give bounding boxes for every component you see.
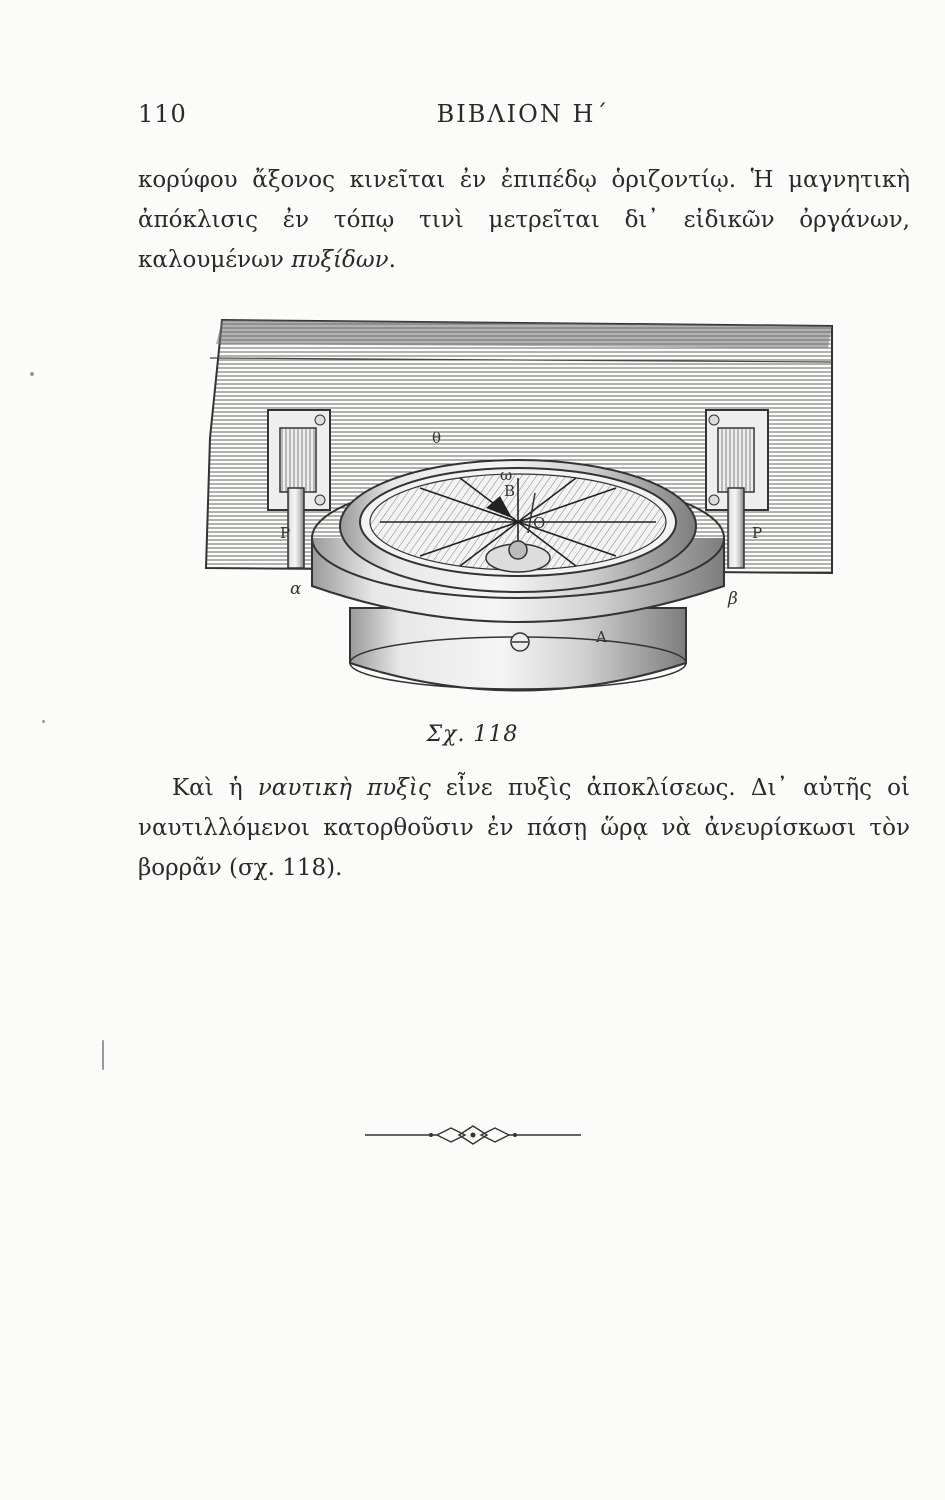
print-speck (30, 372, 34, 376)
label-a: α (290, 579, 302, 599)
label-theta: θ (432, 429, 442, 447)
paragraph-2 (138, 768, 910, 888)
running-head: ΒΙΒΛΙΟΝ Η΄ (436, 100, 610, 128)
paragraph-2-text: εἶνε πυξὶς ἀποκλίσεως. Δι᾿ αὐτῆς οἱ ναυτιλλόμενοι κατορθοῦσιν ἐν πάσῃ ὥρᾳ νὰ ἀνευρίσκωσι τὸν βορρᾶν (σχ. 118). (138, 775, 911, 881)
print-speck (102, 1040, 104, 1070)
print-speck (42, 720, 45, 723)
label-A: A (596, 628, 607, 646)
paragraph-1-text: κορύφου ἄξονος κινεῖται ἐν ἐπιπέδῳ ὁριζοντίῳ. Ἡ μαγνητικὴ ἀπόκλισις ἐν τόπῳ τινὶ μετρεῖται δι᾿ εἰδικῶν ὀργάνων, καλουμένων (138, 167, 910, 273)
label-P-left: P (280, 524, 291, 542)
ornamental-divider (365, 1122, 581, 1148)
label-b: β (728, 589, 738, 609)
figure-caption: Σχ. 118 (426, 722, 519, 747)
paragraph-2-italic-term: ναυτικὴ πυξὶς (257, 775, 431, 801)
page-number: 110 (138, 100, 187, 128)
compass-bowl (312, 460, 724, 691)
label-B: B (504, 482, 516, 500)
paragraph-1 (138, 160, 910, 280)
compass-illustration (200, 318, 836, 710)
label-P-right: P (752, 524, 763, 542)
paragraph-1-end: . (388, 247, 396, 273)
page-header (138, 100, 908, 140)
paragraph-1-italic-term: πυξίδων (291, 247, 389, 273)
label-omega: ω (500, 466, 513, 484)
paragraph-2-start: Καὶ ἡ (172, 775, 243, 801)
compass-engraving (200, 318, 836, 710)
label-O: O (533, 514, 546, 532)
